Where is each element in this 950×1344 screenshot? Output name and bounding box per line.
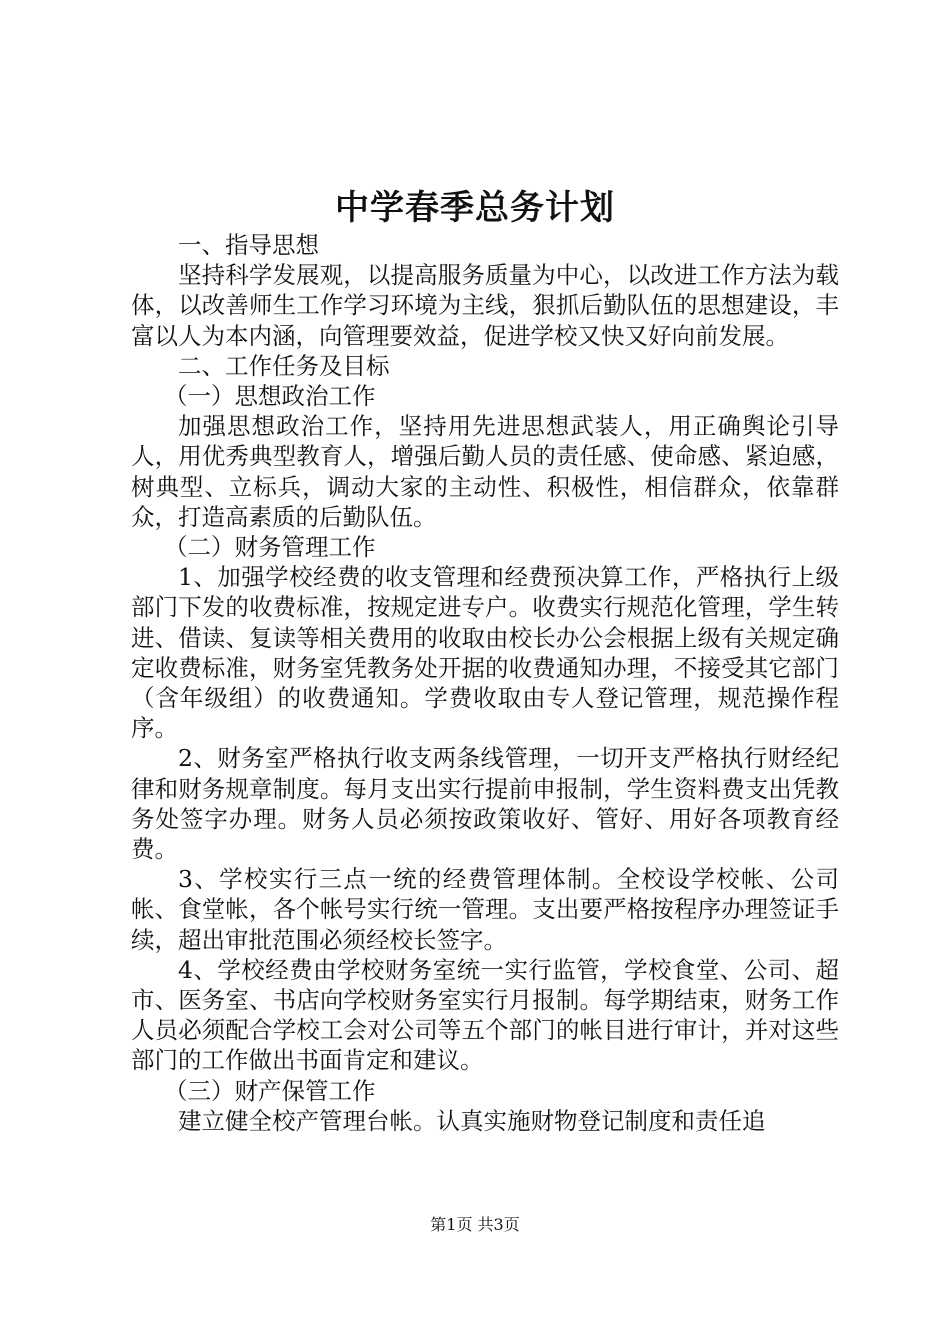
- subsection-heading-finance: （二）财务管理工作: [164, 533, 376, 562]
- paragraph-finance-1: 1、加强学校经费的收支管理和经费预决算工作，严格执行上级部门下发的收费标准，按规定进专户。收费实行规范化管理，学生转进、借读、复读等相关费用的收取由校长办公会根据上级有关规定确定收费标准，财务室凭教务处开据的收费通知办理，不接受其它部门（含年级组）的收费通知。学费收取由专人登记管理，规范操作程序。: [131, 563, 839, 743]
- paragraph-finance-2: 2、财务室严格执行收支两条线管理，一切开支严格执行财经纪律和财务规章制度。每月支出实行提前申报制，学生资料费支出凭教务处签字办理。财务人员必须按政策收好、管好、用好各项教育经费。: [131, 744, 839, 864]
- document-title: 中学春季总务计划: [335, 188, 615, 228]
- section-heading-guiding-ideology: 一、指导思想: [178, 231, 319, 259]
- paragraph-political-work: 加强思想政治工作，坚持用先进思想武装人，用正确舆论引导人，用优秀典型教育人，增强后勤人员的责任感、使命感、紧迫感，树典型、立标兵，调动大家的主动性、积极性，相信群众，依靠群众，打造高素质的后勤队伍。: [131, 412, 839, 531]
- paragraph-finance-3: 3、学校实行三点一统的经费管理体制。全校设学校帐、公司帐、食堂帐，各个帐号实行统一管理。支出要严格按程序办理签证手续，超出审批范围必须经校长签字。: [131, 865, 839, 954]
- page-number-footer: 第1页 共3页: [430, 1215, 520, 1234]
- section-heading-tasks-goals: 二、工作任务及目标: [178, 351, 390, 380]
- subsection-heading-political-work: （一）思想政治工作: [164, 382, 376, 411]
- paragraph-finance-4: 4、学校经费由学校财务室统一实行监管，学校食堂、公司、超市、医务室、书店向学校财务室实行月报制。每学期结束，财务工作人员必须配合学校工会对公司等五个部门的帐目进行审计，并对这些部门的工作做出书面肯定和建议。: [131, 955, 839, 1075]
- paragraph-guiding-ideology: 坚持科学发展观，以提高服务质量为中心，以改进工作方法为载体，以改善师生工作学习环境为主线，狠抓后勤队伍的思想建设，丰富以人为本内涵，向管理要效益，促进学校又快又好向前发展。: [131, 261, 839, 350]
- subsection-heading-property: （三）财产保管工作: [164, 1076, 376, 1105]
- document-body: [131, 230, 839, 1136]
- paragraph-property: 建立健全校产管理台帐。认真实施财物登记制度和责任追: [178, 1106, 766, 1135]
